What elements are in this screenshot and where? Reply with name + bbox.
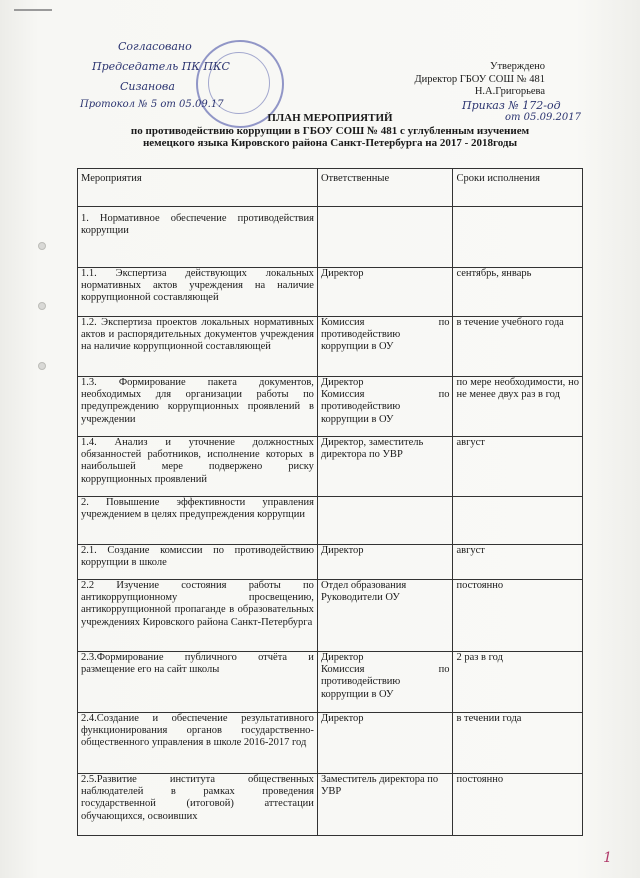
approval-line1: Утверждено xyxy=(490,61,545,72)
cell-activity: 2.5.Развитие института общественных наблюдателей в рамках проведения государственной (итоговой) аттестации обучающихся, освоивших xyxy=(78,774,318,836)
approval-line2: Директор ГБОУ СОШ № 481 xyxy=(414,73,545,85)
title-line2: по противодействию коррупции в ГБОУ СОШ № 481 с углубленным изучением xyxy=(130,124,530,137)
cell-responsible: Директор, заместитель директора по УВР xyxy=(317,437,453,497)
table-row xyxy=(78,437,583,497)
cell-responsible: Директор xyxy=(317,713,453,774)
handwritten-protocol: Протокол № 5 от 05.09.17 xyxy=(80,99,224,110)
table-row xyxy=(78,545,583,580)
table-row xyxy=(78,652,583,713)
cell-responsible: Директор Комиссия по противодействию коррупции в ОУ xyxy=(317,377,453,437)
cell-deadline: по мере необходимости, но не менее двух раз в год xyxy=(453,377,583,437)
cell-activity: 2.4.Создание и обеспечение результативного функционирования органов государственно-общественного управления в школе 2016-2017 год xyxy=(78,713,318,774)
cell-responsible: Заместитель директора по УВР xyxy=(317,774,453,836)
cell-deadline: сентябрь, январь xyxy=(453,268,583,317)
cell-responsible xyxy=(317,207,453,268)
cell-activity: 1.3. Формирование пакета документов, необходимых для организации работы по предупреждению коррупционных проявлений в учреждении xyxy=(78,377,318,437)
cell-activity: 2.1. Создание комиссии по противодействию коррупции в школе xyxy=(78,545,318,580)
title-line1: ПЛАН МЕРОПРИЯТИЙ xyxy=(267,112,393,124)
table-row xyxy=(78,207,583,268)
cell-responsible: Отдел образования Руководители ОУ xyxy=(317,580,453,652)
title-line3: немецкого языка Кировского района Санкт-Петербурга на 2017 - 2018годы xyxy=(142,137,518,149)
cell-activity: 2.2 Изучение состояния работы по антикоррупционному просвещению, антикоррупционной пропаганде в образовательных учреждениях Кировского района Санкт-Петербурга xyxy=(78,580,318,652)
table-row xyxy=(78,497,583,545)
cell-deadline xyxy=(453,207,583,268)
table-row xyxy=(78,580,583,652)
handwritten-name: Сизанова xyxy=(120,80,175,93)
table-row xyxy=(78,377,583,437)
cell-activity: 1.4. Анализ и уточнение должностных обязанностей работников, исполнение которых в наибольшей мере подвержено риску коррупционных проявлений xyxy=(78,437,318,497)
plan-table xyxy=(77,168,583,836)
handwritten-order-date: от 05.09.2017 xyxy=(505,112,581,123)
punch-hole xyxy=(38,302,46,310)
cell-deadline: в течение учебного года xyxy=(453,317,583,377)
cell-deadline: август xyxy=(453,545,583,580)
punch-hole xyxy=(38,242,46,250)
approval-line3: Н.А.Григорьева xyxy=(474,86,545,97)
cell-responsible: Директор xyxy=(317,545,453,580)
document-title xyxy=(100,112,560,150)
cell-activity: 2. Повышение эффективности управления учреждением в целях предупреждения коррупции xyxy=(78,497,318,545)
handwritten-agreed: Согласовано xyxy=(118,40,192,53)
cell-deadline: в течении года xyxy=(453,713,583,774)
table-row xyxy=(78,713,583,774)
header-deadlines: Сроки исполнения xyxy=(453,169,583,207)
approval-block xyxy=(414,61,545,99)
handwritten-chair: Председатель ПК ПКС xyxy=(92,60,230,73)
cell-activity: 1. Нормативное обеспечение противодействия коррупции xyxy=(78,207,318,268)
table-row xyxy=(78,774,583,836)
cell-deadline: постоянно xyxy=(453,580,583,652)
table-row xyxy=(78,268,583,317)
cell-activity: 2.3.Формирование публичного отчёта и размещение его на сайт школы xyxy=(78,652,318,713)
cell-activity: 1.1. Экспертиза действующих локальных нормативных актов учреждения на наличие коррупционной составляющей xyxy=(78,268,318,317)
table-row xyxy=(78,317,583,377)
cell-responsible: Комиссия по противодействию коррупции в ОУ xyxy=(317,317,453,377)
scan-mark xyxy=(14,9,52,11)
table-header-row xyxy=(78,169,583,207)
cell-responsible xyxy=(317,497,453,545)
handwritten-order: Приказ № 172-од xyxy=(462,99,561,112)
header-responsible: Ответственные xyxy=(317,169,453,207)
cell-activity: 1.2. Экспертиза проектов локальных нормативных актов и распорядительных документов учреждения на наличие коррупционной составляющей xyxy=(78,317,318,377)
cell-deadline: постоянно xyxy=(453,774,583,836)
cell-responsible: Директор Комиссия по противодействию коррупции в ОУ xyxy=(317,652,453,713)
cell-deadline: 2 раз в год xyxy=(453,652,583,713)
cell-responsible: Директор xyxy=(317,268,453,317)
page-number: 1 xyxy=(603,850,612,866)
cell-deadline xyxy=(453,497,583,545)
punch-hole xyxy=(38,362,46,370)
header-activities: Мероприятия xyxy=(78,169,318,207)
cell-deadline: август xyxy=(453,437,583,497)
